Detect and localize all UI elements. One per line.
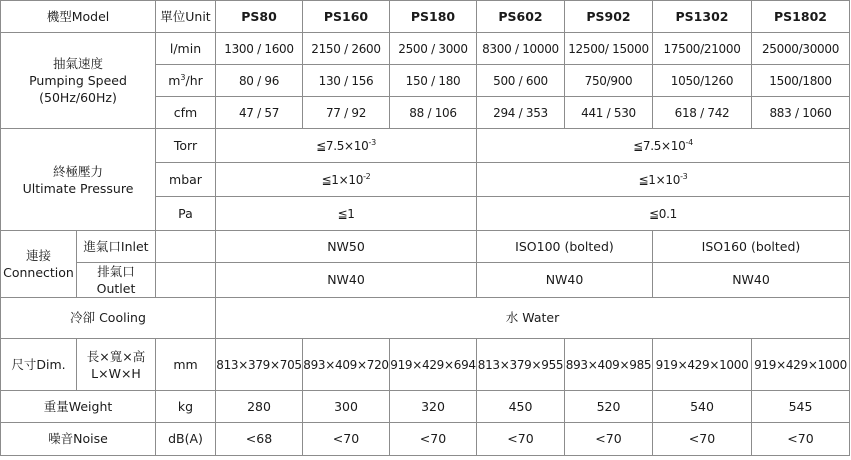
pressure-exponent: -2 — [363, 171, 371, 181]
ultimate-pressure-row-torr — [1, 129, 850, 163]
unit-header: 單位Unit — [156, 1, 216, 33]
pressure-base: ≦7.5×10 — [316, 138, 369, 153]
unit-cfm: cfm — [156, 97, 216, 129]
table-cell: <70 — [303, 423, 390, 456]
connection-label-en: Connection — [3, 265, 74, 280]
inlet-cell-ps602-ps902: ISO100 (bolted) — [477, 231, 653, 263]
table-cell: <70 — [390, 423, 477, 456]
table-cell: <68 — [216, 423, 303, 456]
ultimate-pressure-label-en: Ultimate Pressure — [22, 180, 134, 196]
inlet-unit-empty — [156, 231, 216, 263]
inlet-label: 進氣口Inlet — [77, 231, 156, 263]
table-cell: 540 — [653, 391, 752, 423]
unit-mbar: mbar — [156, 163, 216, 197]
dimensions-label: 尺寸Dim. — [1, 339, 77, 391]
noise-row — [1, 423, 850, 456]
table-cell: 17500/21000 — [653, 33, 752, 65]
pressure-cell-group2 — [477, 163, 850, 197]
dimensions-sub-label — [77, 339, 156, 391]
model-ps80: PS80 — [216, 1, 303, 33]
table-cell: <70 — [565, 423, 653, 456]
dimensions-row — [1, 339, 850, 391]
unit-dba: dB(A) — [156, 423, 216, 456]
table-cell: <70 — [477, 423, 565, 456]
pressure-cell-group1 — [216, 129, 477, 163]
ultimate-pressure-label — [1, 129, 156, 231]
connection-label-zh: 連接 — [25, 248, 51, 263]
table-cell: 25000/30000 — [752, 33, 850, 65]
model-ps602: PS602 — [477, 1, 565, 33]
pressure-cell-group1 — [216, 163, 477, 197]
table-cell: 8300 / 10000 — [477, 33, 565, 65]
table-cell: 545 — [752, 391, 850, 423]
table-cell: 320 — [390, 391, 477, 423]
table-cell: 1050/1260 — [653, 65, 752, 97]
unit-torr: Torr — [156, 129, 216, 163]
pumping-speed-label-en: Pumping Speed — [29, 73, 127, 88]
table-cell: 150 / 180 — [390, 65, 477, 97]
pressure-cell-group2 — [477, 129, 850, 163]
connection-row-inlet — [1, 231, 850, 263]
table-cell: 450 — [477, 391, 565, 423]
unit-kg: kg — [156, 391, 216, 423]
dimensions-sub-en: L×W×H — [91, 365, 141, 381]
weight-label: 重量Weight — [1, 391, 156, 423]
table-cell: 893×409×720 — [303, 339, 390, 391]
table-cell: 441 / 530 — [565, 97, 653, 129]
outlet-cell-ps80-ps180: NW40 — [216, 263, 477, 298]
table-cell: 813×379×955 — [477, 339, 565, 391]
pressure-base: ≦1×10 — [638, 172, 681, 187]
pressure-base: ≦1×10 — [321, 172, 364, 187]
table-cell: 883 / 1060 — [752, 97, 850, 129]
weight-row — [1, 391, 850, 423]
inlet-cell-ps80-ps180: NW50 — [216, 231, 477, 263]
pumping-speed-label — [1, 33, 156, 129]
pressure-base: ≦7.5×10 — [633, 138, 686, 153]
table-cell: 1500/1800 — [752, 65, 850, 97]
model-ps180: PS180 — [390, 1, 477, 33]
outlet-unit-empty — [156, 263, 216, 298]
pressure-exponent: -3 — [680, 171, 688, 181]
table-cell: 80 / 96 — [216, 65, 303, 97]
ultimate-pressure-label-zh: 終極壓力 — [52, 163, 103, 179]
table-cell: 47 / 57 — [216, 97, 303, 129]
cooling-value: 水 Water — [216, 298, 850, 339]
unit-m3hr-sup: 3 — [180, 72, 186, 82]
pressure-cell-group2: ≦0.1 — [477, 197, 850, 231]
noise-label: 噪音Noise — [1, 423, 156, 456]
table-cell: 919×429×1000 — [653, 339, 752, 391]
table-cell: 2150 / 2600 — [303, 33, 390, 65]
table-cell: 919×429×1000 — [752, 339, 850, 391]
unit-m3hr — [156, 65, 216, 97]
table-cell: 280 — [216, 391, 303, 423]
model-ps160: PS160 — [303, 1, 390, 33]
connection-row-outlet — [1, 263, 850, 298]
table-cell: 12500/ 15000 — [565, 33, 653, 65]
table-cell: 520 — [565, 391, 653, 423]
outlet-label-zh: 排氣口 — [97, 264, 135, 279]
table-cell: 88 / 106 — [390, 97, 477, 129]
table-cell: 77 / 92 — [303, 97, 390, 129]
model-ps902: PS902 — [565, 1, 653, 33]
outlet-cell-ps602-ps902: NW40 — [477, 263, 653, 298]
outlet-cell-ps1302-ps1802: NW40 — [653, 263, 850, 298]
pressure-exponent: -3 — [368, 137, 376, 147]
table-cell: 300 — [303, 391, 390, 423]
pressure-exponent: -4 — [685, 137, 693, 147]
table-cell: 294 / 353 — [477, 97, 565, 129]
table-cell: <70 — [653, 423, 752, 456]
unit-lmin: l/min — [156, 33, 216, 65]
model-ps1302: PS1302 — [653, 1, 752, 33]
unit-mm: mm — [156, 339, 216, 391]
inlet-cell-ps1302-ps1802: ISO160 (bolted) — [653, 231, 850, 263]
table-cell: 2500 / 3000 — [390, 33, 477, 65]
model-header: 機型Model — [1, 1, 156, 33]
unit-m3hr-base: m — [168, 72, 181, 88]
table-cell: 813×379×705 — [216, 339, 303, 391]
table-cell: 618 / 742 — [653, 97, 752, 129]
dimensions-sub-zh: 長×寬×高 — [86, 348, 146, 364]
pumping-speed-row-lmin — [1, 33, 850, 65]
table-cell: <70 — [752, 423, 850, 456]
outlet-label-en: Outlet — [96, 281, 136, 296]
pumping-speed-label-zh: 抽氣速度 — [52, 56, 103, 71]
unit-m3hr-rest: /hr — [185, 72, 203, 88]
table-cell: 130 / 156 — [303, 65, 390, 97]
table-cell: 919×429×694 — [390, 339, 477, 391]
pressure-cell-group1: ≦1 — [216, 197, 477, 231]
header-row — [1, 1, 850, 33]
outlet-label — [77, 263, 156, 298]
table-cell: 750/900 — [565, 65, 653, 97]
model-ps1802: PS1802 — [752, 1, 850, 33]
cooling-label: 冷卻 Cooling — [1, 298, 216, 339]
table-cell: 893×409×985 — [565, 339, 653, 391]
connection-label — [1, 231, 77, 298]
pumping-speed-label-hz: (50Hz/60Hz) — [39, 90, 117, 105]
unit-pa: Pa — [156, 197, 216, 231]
cooling-row — [1, 298, 850, 339]
table-cell: 1300 / 1600 — [216, 33, 303, 65]
table-cell: 500 / 600 — [477, 65, 565, 97]
